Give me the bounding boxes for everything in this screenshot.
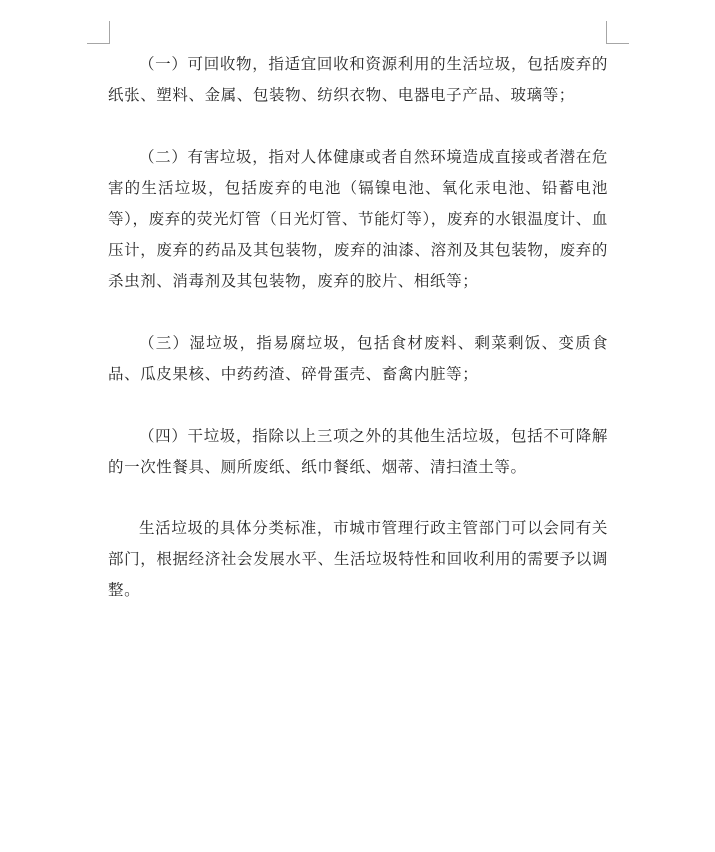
paragraph-classification-standard: 生活垃圾的具体分类标准，市城市管理行政主管部门可以会同有关部门，根据经济社会发展水平、生活垃圾特性和回收利用的需要予以调整。 [108,519,608,599]
page-margin-corner-top-right [606,21,629,44]
document-body [108,49,608,606]
paragraph-wet-waste: （三）湿垃圾，指易腐垃圾，包括食材废料、剩菜剩饭、变质食品、瓜皮果核、中药药渣、碎骨蛋壳、畜禽内脏等； [108,334,608,383]
paragraph-recyclable-waste: （一）可回收物，指适宜回收和资源利用的生活垃圾，包括废弃的纸张、塑料、金属、包装物、纺织衣物、电器电子产品、玻璃等； [108,55,608,104]
paragraph-hazardous-waste: （二）有害垃圾，指对人体健康或者自然环境造成直接或者潜在危害的生活垃圾，包括废弃的电池（镉镍电池、氧化汞电池、铅蓄电池等），废弃的荧光灯管（日光灯管、节能灯等），废弃的水银温度计、血压计，废弃的药品及其包装物，废弃的油漆、溶剂及其包装物，废弃的杀虫剂、消毒剂及其包装物，废弃的胶片、相纸等； [108,148,608,290]
page-margin-corner-top-left [87,21,110,44]
paragraph-dry-waste: （四）干垃圾，指除以上三项之外的其他生活垃圾，包括不可降解的一次性餐具、厕所废纸、纸巾餐纸、烟蒂、清扫渣土等。 [108,427,608,476]
